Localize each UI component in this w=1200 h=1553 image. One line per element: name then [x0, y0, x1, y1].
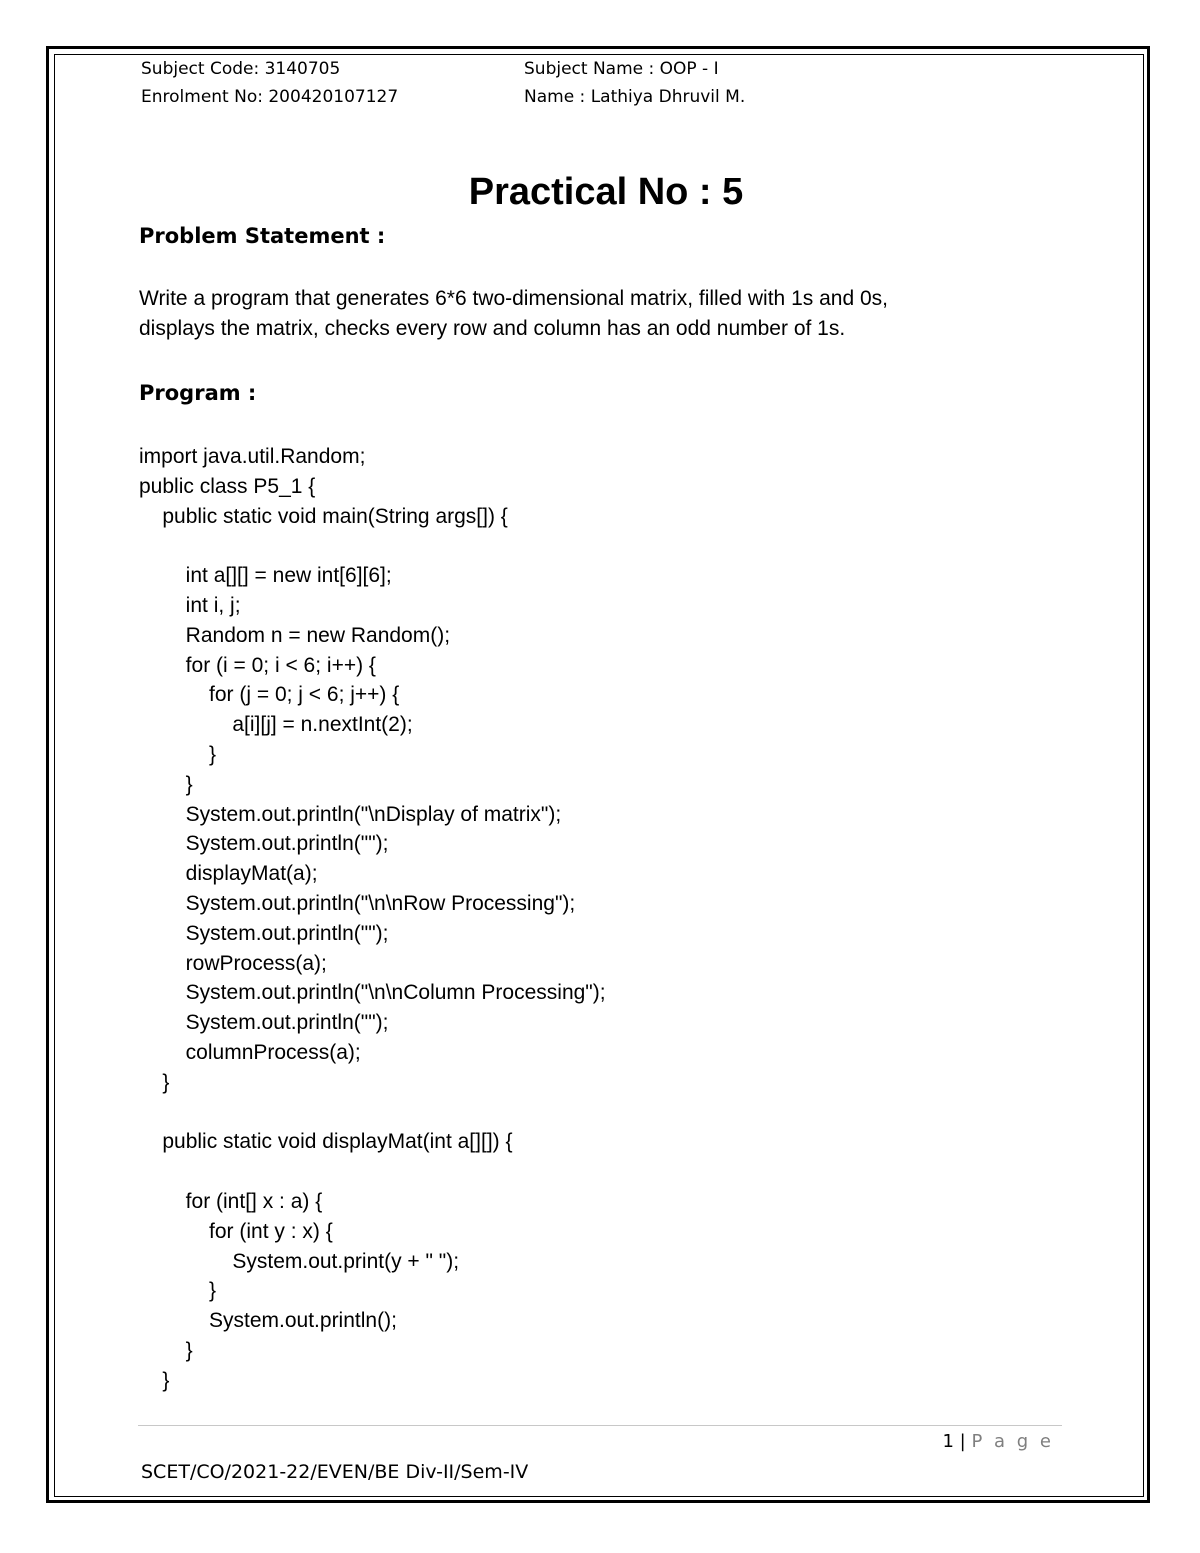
code-line: for (int[] x : a) {: [139, 1189, 323, 1213]
code-line: }: [139, 1070, 170, 1094]
code-line: System.out.println();: [139, 1309, 397, 1333]
code-line: import java.util.Random;: [139, 445, 366, 468]
code-line: System.out.println("\n\nRow Processing");: [139, 891, 576, 915]
page-number: [942, 1431, 1054, 1452]
footer-course-code: SCET/CO/2021-22/EVEN/BE Div-II/Sem-IV: [141, 1461, 529, 1483]
program-heading: Program :: [139, 381, 257, 405]
code-line: System.out.println("");: [139, 921, 389, 945]
code-line: public class P5_1 {: [139, 474, 316, 498]
footer-divider: [138, 1425, 1062, 1426]
code-line: }: [139, 1368, 170, 1392]
page-title: Practical No : 5: [468, 171, 744, 213]
code-line: System.out.println("\n\nColumn Processing");: [139, 981, 606, 1005]
code-line: System.out.println("");: [139, 832, 389, 856]
student-name: Name : Lathiya Dhruvil M.: [524, 87, 746, 107]
problem-statement: [139, 284, 1059, 344]
enrolment-number: Enrolment No: 200420107127: [141, 87, 399, 107]
code-line: displayMat(a);: [139, 862, 318, 886]
code-line: int i, j;: [139, 593, 241, 617]
code-line: }: [139, 1279, 217, 1303]
code-line: for (i = 0; i < 6; i++) {: [139, 653, 376, 677]
code-line: }: [139, 742, 217, 766]
subject-code: Subject Code: 3140705: [141, 59, 341, 79]
code-line: public static void displayMat(int a[][]) {: [139, 1130, 513, 1154]
page-number-separator: |: [959, 1431, 966, 1452]
code-line: int a[][] = new int[6][6];: [139, 564, 392, 588]
code-line: System.out.println("");: [139, 1011, 389, 1035]
code-line: for (int y : x) {: [139, 1219, 333, 1243]
code-line: a[i][j] = n.nextInt(2);: [139, 713, 413, 737]
problem-line: displays the matrix, checks every row and column has an odd number of 1s.: [139, 317, 846, 340]
code-line: [139, 1098, 606, 1128]
problem-line: Write a program that generates 6*6 two-dimensional matrix, filled with 1s and 0s,: [139, 287, 888, 310]
code-line: [139, 1157, 606, 1187]
code-line: System.out.print(y + " ");: [139, 1249, 460, 1273]
problem-statement-heading: Problem Statement :: [139, 224, 386, 248]
code-line: Random n = new Random();: [139, 623, 451, 647]
page-number-value: 1: [942, 1431, 954, 1452]
code-block: [139, 442, 606, 1396]
code-line: columnProcess(a);: [139, 1040, 361, 1064]
code-line: }: [139, 772, 193, 796]
subject-name: Subject Name : OOP - I: [524, 59, 719, 79]
code-line: for (j = 0; j < 6; j++) {: [139, 683, 400, 707]
code-line: }: [139, 1338, 193, 1362]
code-line: public static void main(String args[]) {: [139, 504, 508, 528]
code-line: System.out.println("\nDisplay of matrix");: [139, 802, 562, 826]
page-label: P a g e: [971, 1431, 1054, 1452]
code-line: rowProcess(a);: [139, 951, 327, 975]
code-line: [139, 531, 606, 561]
